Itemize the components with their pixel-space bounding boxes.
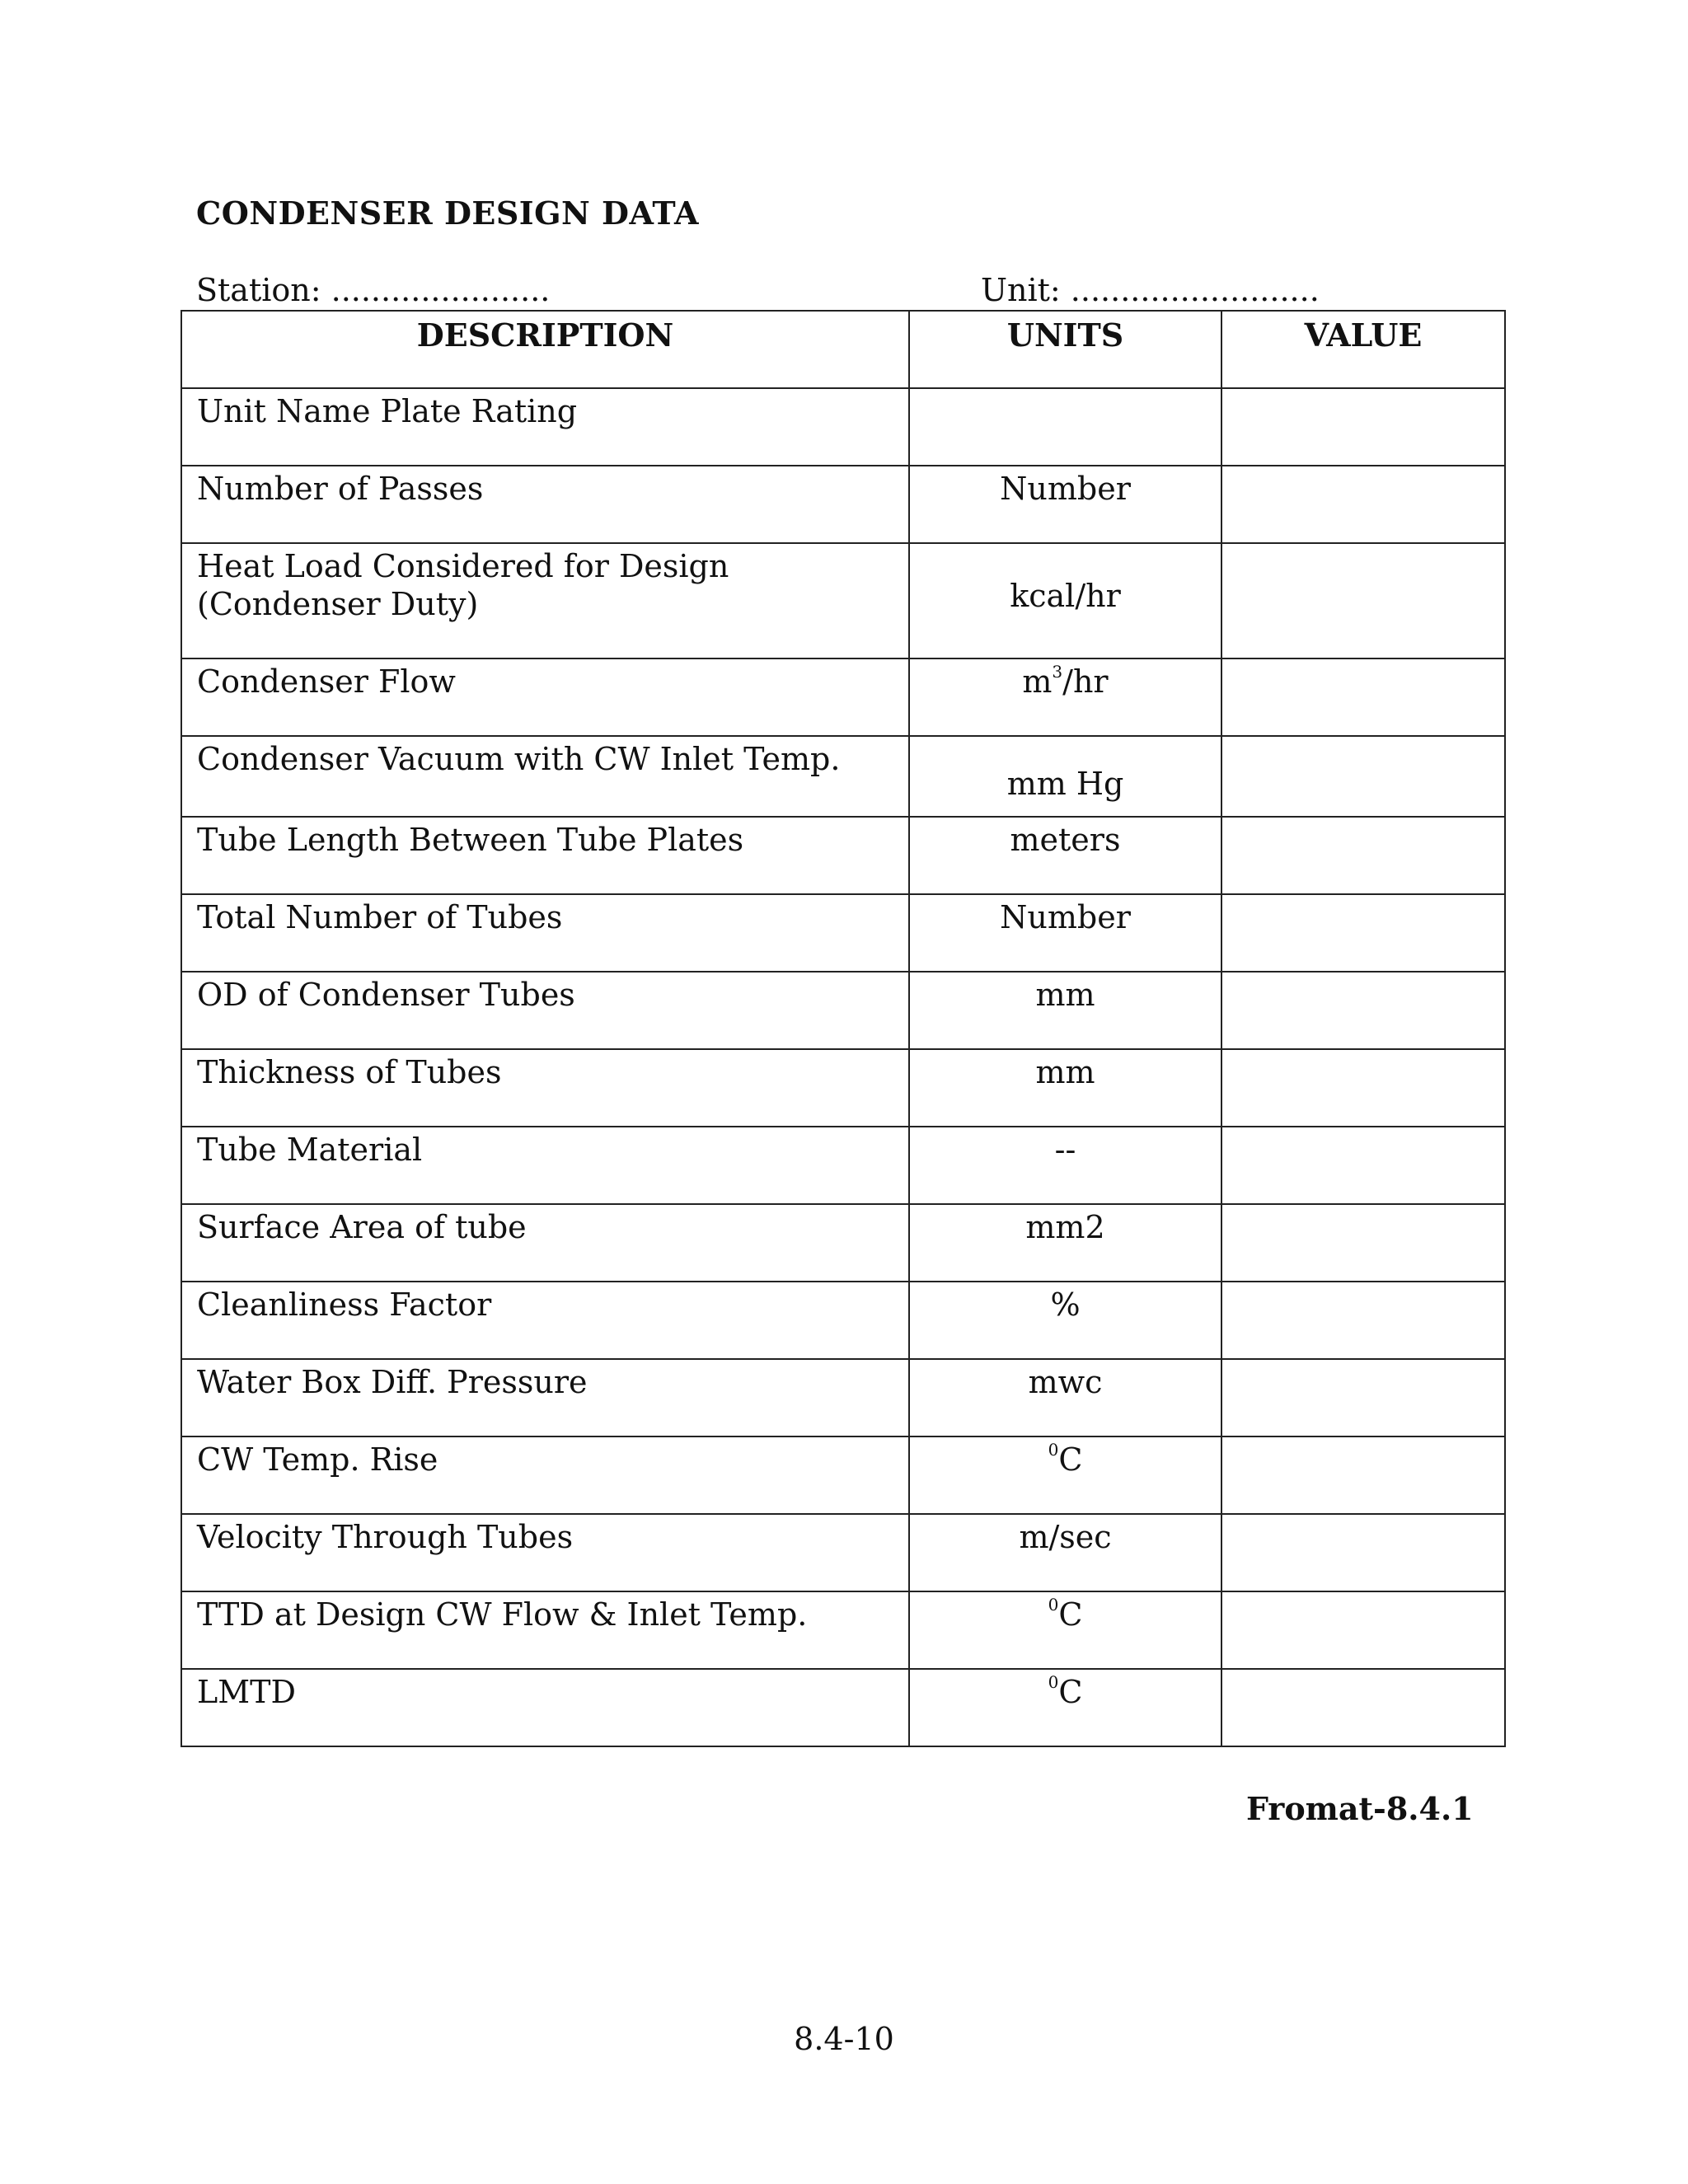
row-units: meters bbox=[909, 817, 1221, 894]
table-row bbox=[181, 1282, 1505, 1359]
row-units: mm bbox=[909, 972, 1221, 1049]
table-row bbox=[181, 972, 1505, 1049]
table-row bbox=[181, 1127, 1505, 1204]
table-header-row bbox=[181, 311, 1505, 388]
row-units: Number bbox=[909, 894, 1221, 972]
unit-superscript: 0 bbox=[1048, 1595, 1059, 1615]
row-description: Tube Material bbox=[181, 1127, 909, 1204]
row-description: Condenser Vacuum with CW Inlet Temp. bbox=[181, 736, 909, 817]
row-value bbox=[1221, 1049, 1505, 1127]
row-value bbox=[1221, 817, 1505, 894]
row-units: Number bbox=[909, 466, 1221, 543]
row-units: -- bbox=[909, 1127, 1221, 1204]
table-row bbox=[181, 1204, 1505, 1282]
header-description: DESCRIPTION bbox=[181, 311, 909, 388]
unit-rest: /hr bbox=[1062, 663, 1109, 700]
header-value: VALUE bbox=[1221, 311, 1505, 388]
row-description: Tube Length Between Tube Plates bbox=[181, 817, 909, 894]
table-row bbox=[181, 658, 1505, 736]
row-units: m/sec bbox=[909, 1514, 1221, 1591]
row-description: Total Number of Tubes bbox=[181, 894, 909, 972]
row-units bbox=[909, 658, 1221, 736]
format-label: Fromat-8.4.1 bbox=[1246, 1790, 1474, 1827]
row-description: Water Box Diff. Pressure bbox=[181, 1359, 909, 1436]
table-row bbox=[181, 543, 1505, 658]
row-description bbox=[181, 543, 909, 658]
station-field: Station: ...................... bbox=[196, 272, 551, 308]
row-description-line: Heat Load Considered for Design bbox=[197, 548, 729, 584]
row-units: mm2 bbox=[909, 1204, 1221, 1282]
row-description: Surface Area of tube bbox=[181, 1204, 909, 1282]
row-value bbox=[1221, 894, 1505, 972]
row-description-line: (Condenser Duty) bbox=[197, 586, 479, 622]
row-units bbox=[909, 388, 1221, 466]
row-value bbox=[1221, 1669, 1505, 1746]
page-number: 8.4-10 bbox=[794, 2021, 894, 2057]
row-description: TTD at Design CW Flow & Inlet Temp. bbox=[181, 1591, 909, 1669]
table-row bbox=[181, 1436, 1505, 1514]
row-value bbox=[1221, 388, 1505, 466]
unit-rest: C bbox=[1058, 1441, 1083, 1478]
row-units: % bbox=[909, 1282, 1221, 1359]
unit-rest: C bbox=[1058, 1596, 1083, 1633]
table-row bbox=[181, 1049, 1505, 1127]
row-units: mm Hg bbox=[909, 736, 1221, 817]
table-row bbox=[181, 466, 1505, 543]
row-value bbox=[1221, 543, 1505, 658]
table-row bbox=[181, 1669, 1505, 1746]
row-units bbox=[909, 1591, 1221, 1669]
row-value bbox=[1221, 466, 1505, 543]
row-value bbox=[1221, 1436, 1505, 1514]
unit-field: Unit: ......................... bbox=[981, 272, 1320, 308]
row-description: Condenser Flow bbox=[181, 658, 909, 736]
unit-superscript: 0 bbox=[1048, 1672, 1059, 1692]
row-description: OD of Condenser Tubes bbox=[181, 972, 909, 1049]
condenser-design-table bbox=[181, 310, 1506, 1747]
row-description: Number of Passes bbox=[181, 466, 909, 543]
row-description: CW Temp. Rise bbox=[181, 1436, 909, 1514]
row-units bbox=[909, 1436, 1221, 1514]
unit-base: m bbox=[1022, 663, 1053, 700]
row-description: LMTD bbox=[181, 1669, 909, 1746]
table-row bbox=[181, 388, 1505, 466]
row-value bbox=[1221, 1127, 1505, 1204]
row-value bbox=[1221, 1359, 1505, 1436]
header-units: UNITS bbox=[909, 311, 1221, 388]
row-units: mwc bbox=[909, 1359, 1221, 1436]
row-description: Cleanliness Factor bbox=[181, 1282, 909, 1359]
table-row bbox=[181, 894, 1505, 972]
row-value bbox=[1221, 1282, 1505, 1359]
row-units: mm bbox=[909, 1049, 1221, 1127]
row-units: kcal/hr bbox=[909, 543, 1221, 658]
row-value bbox=[1221, 1514, 1505, 1591]
row-value bbox=[1221, 1204, 1505, 1282]
row-value bbox=[1221, 736, 1505, 817]
table-row bbox=[181, 1591, 1505, 1669]
table-row bbox=[181, 1514, 1505, 1591]
row-value bbox=[1221, 658, 1505, 736]
row-description: Thickness of Tubes bbox=[181, 1049, 909, 1127]
row-value bbox=[1221, 972, 1505, 1049]
unit-superscript: 0 bbox=[1048, 1440, 1059, 1460]
unit-superscript: 3 bbox=[1052, 662, 1063, 682]
row-value bbox=[1221, 1591, 1505, 1669]
row-description: Velocity Through Tubes bbox=[181, 1514, 909, 1591]
table-row bbox=[181, 817, 1505, 894]
unit-rest: C bbox=[1058, 1674, 1083, 1710]
table-row bbox=[181, 1359, 1505, 1436]
row-units bbox=[909, 1669, 1221, 1746]
document-title: CONDENSER DESIGN DATA bbox=[196, 194, 700, 232]
row-description: Unit Name Plate Rating bbox=[181, 388, 909, 466]
table-row bbox=[181, 736, 1505, 817]
